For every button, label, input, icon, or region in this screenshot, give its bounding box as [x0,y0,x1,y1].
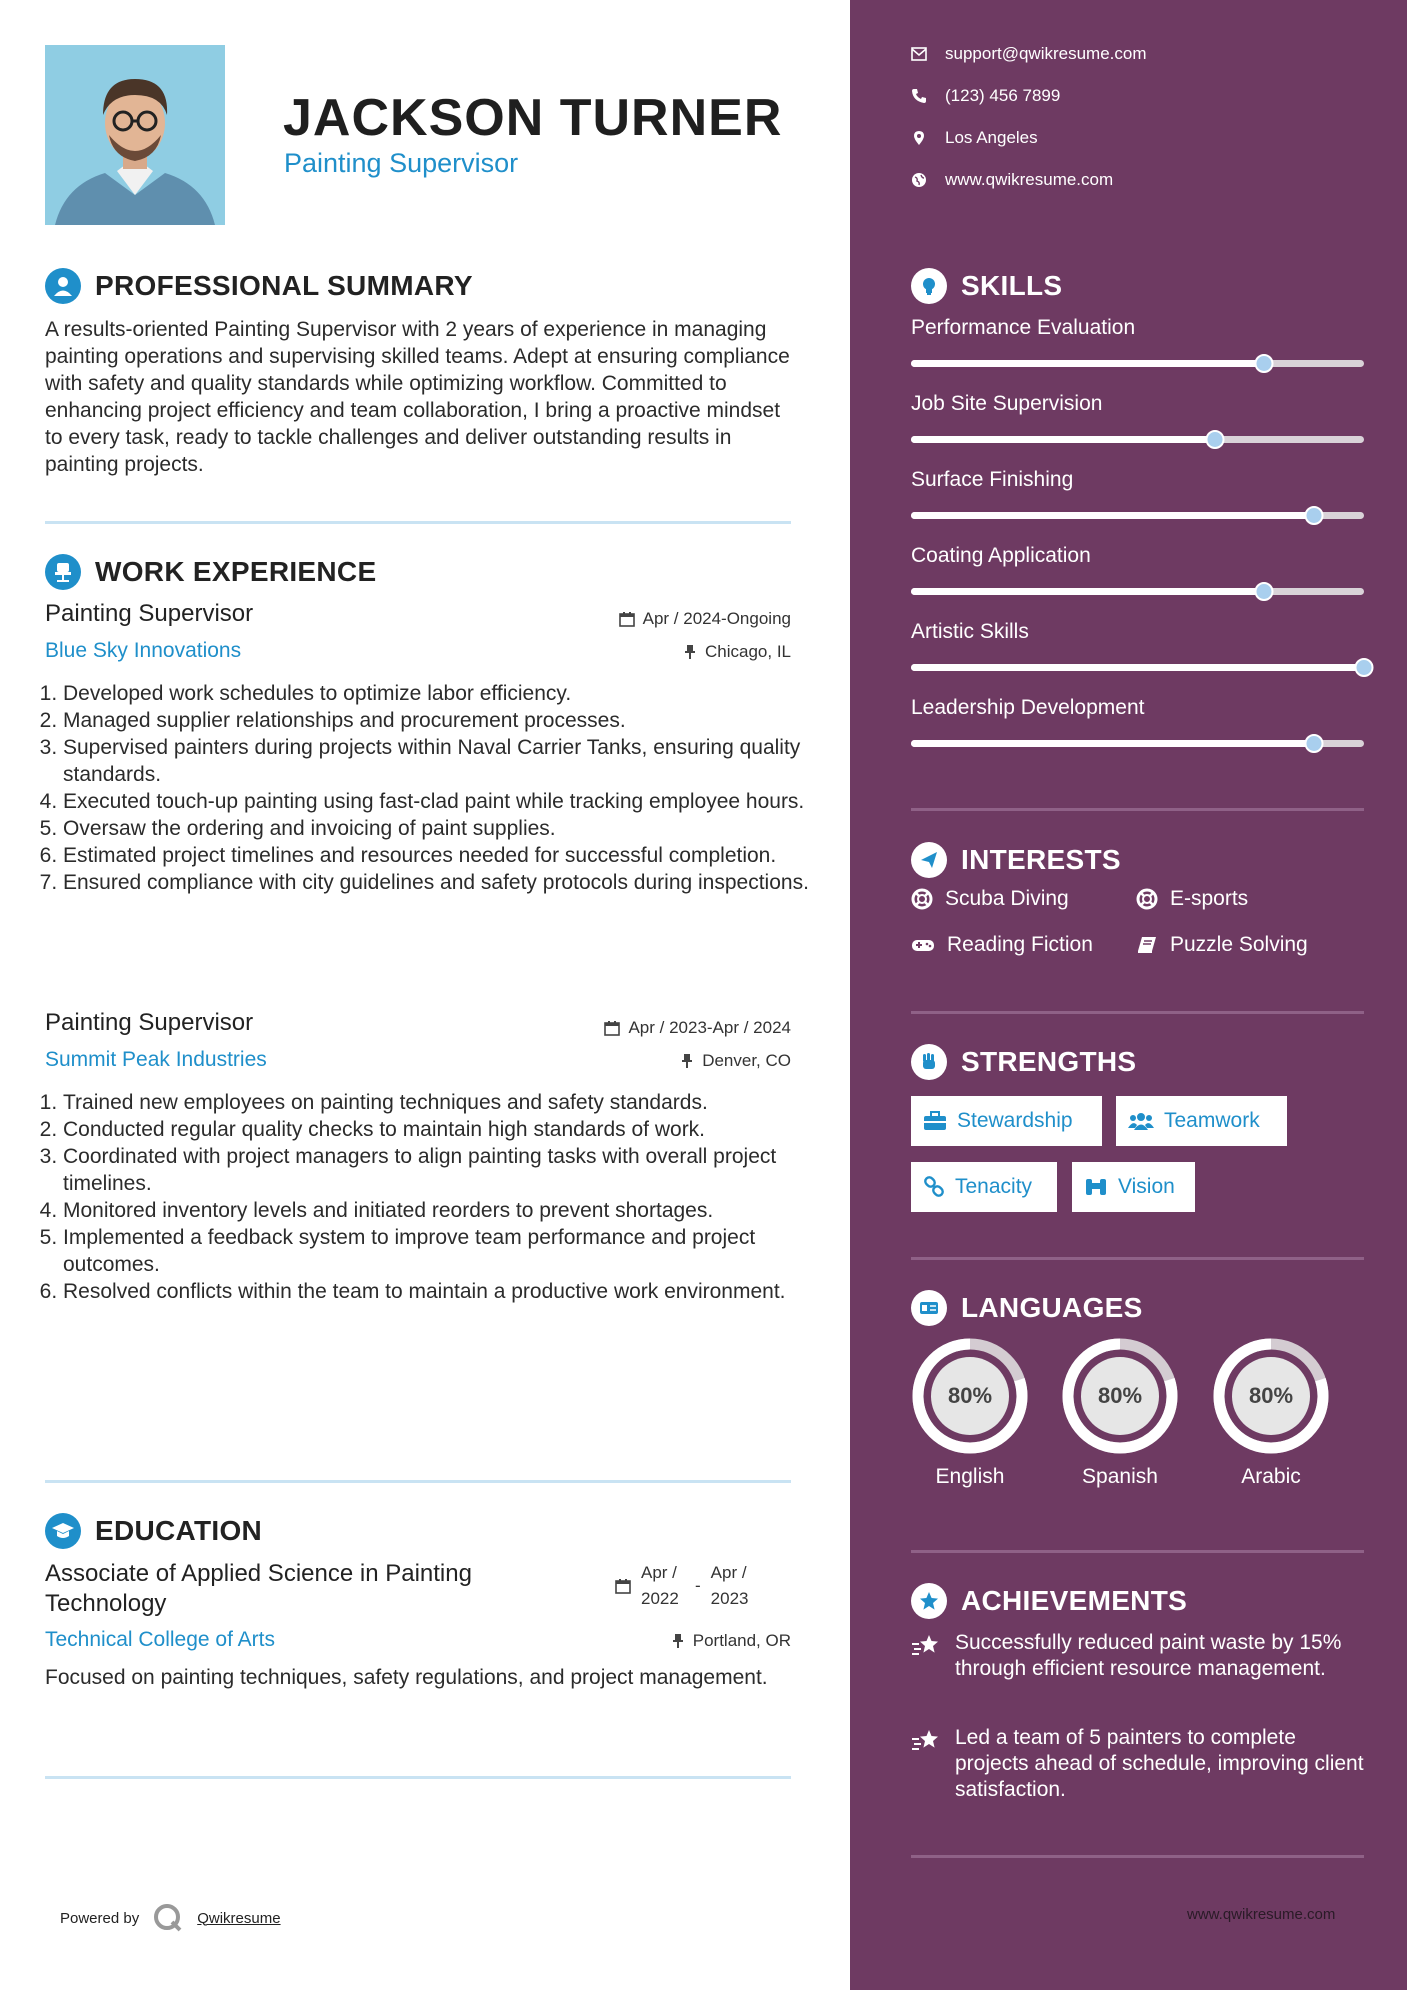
strength-chip: Stewardship [911,1096,1102,1146]
skill-label: Coating Application [911,544,1091,567]
skill-level-knob [1305,734,1324,753]
job-title: Painting Supervisor [45,600,254,627]
achievement-item: Led a team of 5 painters to complete projects ahead of schedule, improving client satisfaction. [911,1725,1371,1803]
skill-bar [911,436,1364,443]
divider [911,1550,1364,1553]
skill-level-knob [1255,582,1274,601]
phone-icon [911,88,927,104]
skill-item [911,316,1364,367]
skill-bar [911,740,1364,747]
translate-icon [911,1290,947,1326]
calendar-icon [619,611,635,627]
chair-icon [45,554,81,590]
shooting-star-icon [911,1727,941,1753]
education-heading [45,1513,262,1549]
list-item: 5. Oversaw the ordering and invoicing of paint supplies. [63,815,823,842]
list-item: 6. Estimated project timelines and resources needed for successful completion. [63,842,823,869]
job-bullets [45,1089,823,1305]
footer-website[interactable]: www.qwikresume.com [1187,1906,1336,1923]
skill-bar-fill [911,664,1364,671]
language-ring [1059,1335,1181,1457]
skill-bar [911,664,1364,671]
skills-title: SKILLS [961,270,1063,301]
interest-item: E-sports [1136,887,1248,911]
profile-photo [45,45,225,225]
education-title: EDUCATION [95,1515,263,1546]
skill-bar-fill [911,740,1314,747]
summary-heading [45,268,473,304]
skill-bar [911,512,1364,519]
skill-bar-fill [911,512,1314,519]
brand-link[interactable]: Qwikresume [197,1909,281,1927]
divider [45,1776,791,1779]
language-percent: 80% [1232,1357,1310,1435]
strength-chip: Vision [1072,1162,1195,1212]
skill-item [911,392,1364,443]
skill-bar-fill [911,588,1264,595]
lightbulb-icon [911,268,947,304]
company-name: Blue Sky Innovations [45,639,242,662]
work-heading [45,554,376,590]
list-item: 1. Trained new employees on painting techniques and safety standards. [63,1089,823,1116]
candidate-role: Painting Supervisor [284,148,519,178]
list-item: 7. Ensured compliance with city guidelines and safety protocols during inspections. [63,869,823,896]
education-end: Apr / 2023 [710,1563,749,1608]
job-dates: Apr / 2023-Apr / 2024 [604,1018,791,1038]
strengths-title: STRENGTHS [961,1046,1137,1077]
skill-level-knob [1205,430,1224,449]
powered-by-label: Powered by [60,1909,140,1927]
divider [911,808,1364,811]
list-item: 4. Executed touch-up painting using fast-clad paint while tracking employee hours. [63,788,823,815]
summary-title: PROFESSIONAL SUMMARY [95,270,473,301]
skill-label: Artistic Skills [911,620,1029,643]
list-item: 1. Developed work schedules to optimize labor efficiency. [63,680,823,707]
skill-label: Leadership Development [911,696,1145,719]
language-ring [1210,1335,1332,1457]
pin-icon [680,1053,694,1069]
calendar-icon [615,1578,631,1594]
footer-branding [60,1903,281,1933]
list-item: 4. Monitored inventory levels and initiated reorders to prevent shortages. [63,1197,823,1224]
gamepad-icon [911,937,935,953]
skill-item [911,696,1364,747]
interest-item: Reading Fiction [911,933,1093,957]
qwikresume-logo-icon [153,1903,183,1933]
achievements-heading [911,1583,1187,1619]
school-name: Technical College of Arts [45,1628,275,1651]
strength-chip: Teamwork [1116,1096,1287,1146]
contact-website[interactable]: www.qwikresume.com [911,170,1113,190]
book-icon [1136,935,1158,955]
contact-phone[interactable]: (123) 456 7899 [911,86,1060,106]
language-ring [909,1335,1031,1457]
skill-bar [911,588,1364,595]
divider [911,1011,1364,1014]
globe-icon [911,172,927,188]
graduation-cap-icon [45,1513,81,1549]
skill-level-knob [1305,506,1324,525]
users-icon [1128,1111,1154,1131]
job-location: Denver, CO [680,1051,791,1071]
language-item [1059,1335,1181,1489]
pin-icon [671,1633,685,1649]
interest-item: Scuba Diving [911,887,1069,911]
language-item [1210,1335,1332,1489]
education-start: Apr / 2022 [641,1563,679,1608]
user-icon [45,268,81,304]
divider [911,1257,1364,1260]
skill-label: Performance Evaluation [911,316,1136,339]
divider [45,1480,791,1483]
company-name: Summit Peak Industries [45,1048,267,1071]
interests-title: INTERESTS [961,844,1121,875]
degree-title: Associate of Applied Science in Painting Technology [45,1560,472,1617]
education-location: Portland, OR [671,1631,791,1651]
language-name: Arabic [1241,1465,1301,1488]
language-percent: 80% [1081,1357,1159,1435]
skill-label: Surface Finishing [911,468,1074,491]
skill-item [911,544,1364,595]
achievement-item: Successfully reduced paint waste by 15% through efficient resource management. [911,1630,1371,1682]
interest-item: Puzzle Solving [1136,933,1308,957]
briefcase-icon [923,1111,947,1131]
fist-icon [911,1044,947,1080]
interests-heading [911,842,1121,878]
envelope-icon [911,47,927,61]
list-item: 5. Implemented a feedback system to improve team performance and project outcomes. [63,1224,823,1278]
divider [911,1855,1364,1858]
job-location: Chicago, IL [683,642,791,662]
language-name: Spanish [1082,1465,1158,1488]
skill-bar-fill [911,360,1264,367]
life-ring-icon [911,888,933,910]
life-ring-icon [1136,888,1158,910]
education-description: Focused on painting techniques, safety regulations, and project management. [45,1666,768,1689]
list-item: 6. Resolved conflicts within the team to maintain a productive work environment. [63,1278,823,1305]
contact-location: Los Angeles [911,128,1038,148]
language-percent: 80% [931,1357,1009,1435]
job-dates: Apr / 2024-Ongoing [619,609,791,629]
language-name: English [935,1465,1005,1488]
pin-icon [683,644,697,660]
language-item [909,1335,1031,1489]
list-item: 3. Supervised painters during projects within Naval Carrier Tanks, ensuring quality standards. [63,734,823,788]
achievements-title: ACHIEVEMENTS [961,1585,1188,1616]
work-title: WORK EXPERIENCE [95,556,377,587]
list-item: 3. Coordinated with project managers to align painting tasks with overall project timelines. [63,1143,823,1197]
contact-email[interactable]: support@qwikresume.com [911,44,1147,64]
job-title: Painting Supervisor [45,1009,254,1036]
strengths-heading [911,1044,1136,1080]
list-item: 2. Managed supplier relationships and procurement processes. [63,707,823,734]
education-dates: Apr / 2022 - Apr / 2023 [615,1560,755,1612]
skills-heading [911,268,1062,304]
skill-item [911,620,1364,671]
link-icon [923,1176,945,1198]
skill-bar-fill [911,436,1215,443]
summary-text: A results-oriented Painting Supervisor with 2 years of experience in managing painting operations and supervising skilled teams. Adept at ensuring compliance with safety and quality standards while optimizing workflow. Committed to enhancing project efficiency and team collaboration, I bring a proactive mindset to every task, ready to tackle challenges and deliver outstanding results in painting projects. [45,318,790,476]
skill-label: Job Site Supervision [911,392,1103,415]
skill-level-knob [1255,354,1274,373]
divider [45,521,791,524]
languages-heading [911,1290,1143,1326]
shooting-star-icon [911,1632,941,1658]
skill-level-knob [1355,658,1374,677]
languages-title: LANGUAGES [961,1292,1143,1323]
skill-bar [911,360,1364,367]
map-marker-icon [911,130,927,146]
candidate-name: JACKSON TURNER [283,89,783,147]
paper-plane-icon [911,842,947,878]
strength-chip: Tenacity [911,1162,1057,1212]
skill-item [911,468,1364,519]
job-bullets [45,680,823,896]
calendar-icon [604,1020,620,1036]
list-item: 2. Conducted regular quality checks to maintain high standards of work. [63,1116,823,1143]
binoculars-icon [1084,1177,1108,1197]
star-icon [911,1583,947,1619]
